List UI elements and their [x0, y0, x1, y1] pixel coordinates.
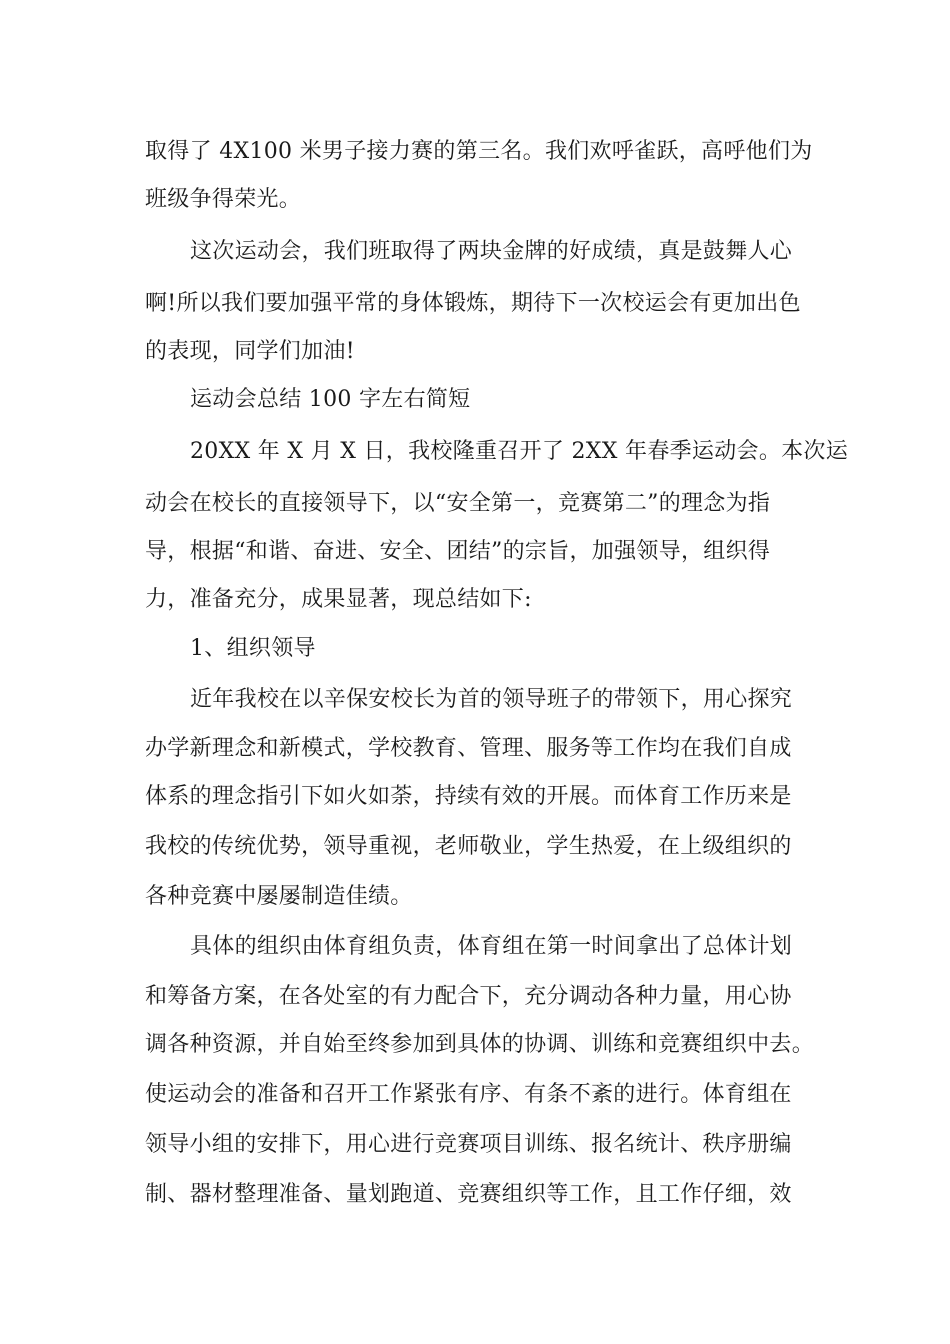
section-heading: 运动会总结 100 字左右简短: [190, 387, 471, 412]
text-line: 导，根据“和谐、奋进、安全、团结”的宗旨，加强领导，组织得: [145, 539, 771, 564]
text-line: 调各种资源，并自始至终参加到具体的协调、训练和竞赛组织中去。: [145, 1032, 815, 1057]
subsection-heading: 1、组织领导: [190, 636, 316, 661]
text-line: 力，准备充分，成果显著，现总结如下:: [145, 587, 532, 612]
text-line: 体系的理念指引下如火如荼，持续有效的开展。而体育工作历来是: [145, 784, 792, 809]
text-line: 各种竞赛中屡屡制造佳绩。: [145, 884, 413, 909]
paragraph-start-line: 20XX 年 X 月 X 日，我校隆重召开了 2XX 年春季运动会。本次运: [190, 439, 849, 464]
text-line: 我校的传统优势，领导重视，老师敬业，学生热爱，在上级组织的: [145, 834, 792, 859]
text-line: 和筹备方案，在各处室的有力配合下，充分调动各种力量，用心协: [145, 984, 792, 1009]
text-line: 制、器材整理准备、量划跑道、竞赛组织等工作，且工作仔细，效: [145, 1182, 792, 1207]
paragraph-start-line: 具体的组织由体育组负责，体育组在第一时间拿出了总体计划: [190, 934, 793, 959]
text-line: 领导小组的安排下，用心进行竞赛项目训练、报名统计、秩序册编: [145, 1132, 792, 1157]
text-line: 的表现，同学们加油!: [145, 339, 355, 364]
text-line: 班级争得荣光。: [145, 187, 302, 212]
text-line: 取得了 4X100 米男子接力赛的第三名。我们欢呼雀跃，高呼他们为: [145, 139, 813, 164]
text-line: 使运动会的准备和召开工作紧张有序、有条不紊的进行。体育组在: [145, 1082, 792, 1107]
text-line: 动会在校长的直接领导下，以“安全第一，竞赛第二”的理念为指: [145, 491, 771, 516]
paragraph-start-line: 近年我校在以辛保安校长为首的领导班子的带领下，用心探究: [190, 687, 793, 712]
text-line: 办学新理念和新模式，学校教育、管理、服务等工作均在我们自成: [145, 736, 792, 761]
text-line: 啊!所以我们要加强平常的身体锻炼，期待下一次校运会有更加出色: [145, 291, 801, 316]
paragraph-start-line: 这次运动会，我们班取得了两块金牌的好成绩，真是鼓舞人心: [190, 239, 793, 264]
